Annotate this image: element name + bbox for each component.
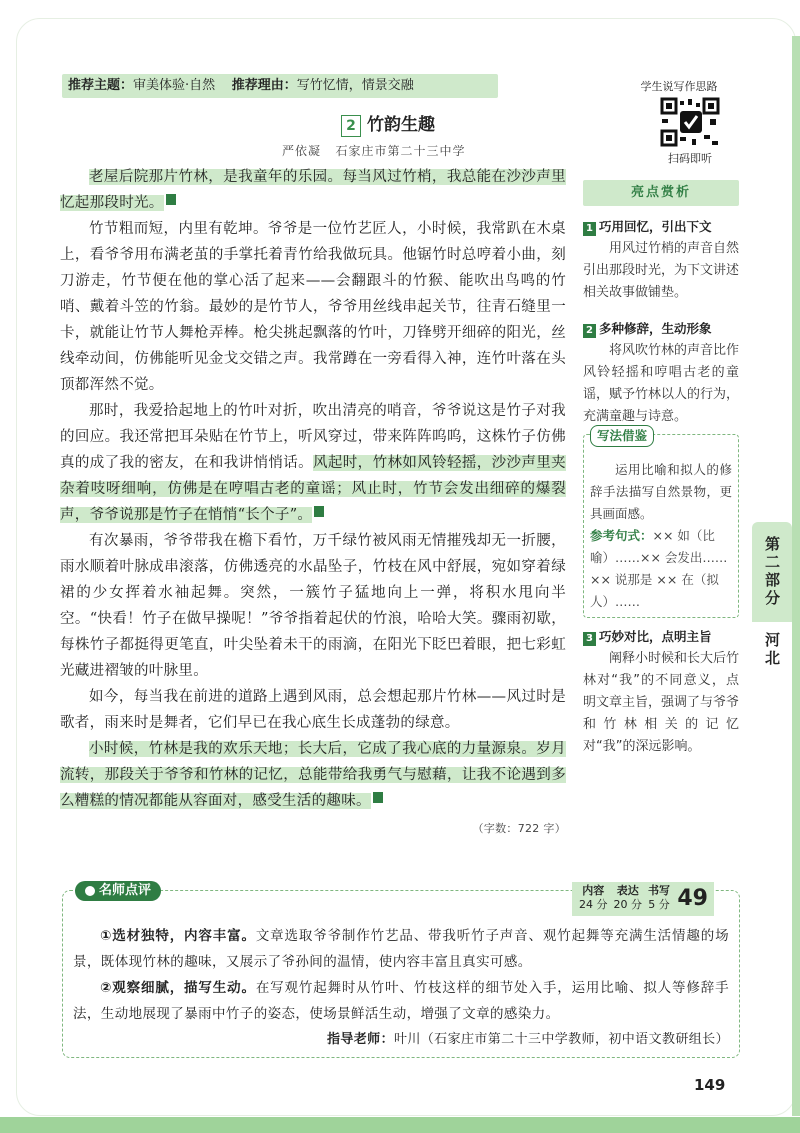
note-2-title-text: 多种修辞，生动形象 [599, 321, 712, 336]
review-comment-2 [73, 975, 729, 1027]
writing-tip-box [583, 428, 739, 618]
score-writing: 5 分 [648, 898, 670, 911]
review-comment-1 [73, 923, 729, 975]
article-body [60, 164, 566, 842]
qr-scan-label: 扫码即听 [668, 152, 712, 165]
paragraph-3-text: 那时，我爱拾起地上的竹叶对折，吹出清亮的哨音，爷爷说这是竹子对我的回应。我还常把耳朵贴在竹节上，听风穿过，带来阵阵呜呜，这株竹子仿佛真的成了我的密友，在和我讲悄悄话。 [60, 403, 566, 471]
score-content: 24 分 [579, 898, 608, 911]
qr-caption: 学生说写作思路 [640, 80, 718, 93]
teacher-value: 叶川（石家庄市第二十三中学教师，初中语文教研组长） [393, 1032, 729, 1047]
paragraph-5: 如今，每当我在前进的道路上遇到风雨，总会想起那片竹林——风过时是歌者，雨来时是舞者，它们早已在我心底生长成蓬勃的绿意。 [60, 689, 566, 731]
reference-text: ×× 如（比喻）……×× 会发出……×× 说那是 ×× 在（拟人）…… [590, 528, 728, 609]
article-title [341, 110, 435, 137]
note-2-text: 将风吹竹林的声音比作风铃轻摇和哼唱古老的童谣，赋予竹林以人的行为，充满童趣与诗意。 [583, 343, 740, 424]
note-1-number: 1 [583, 222, 596, 236]
school: 石家庄市第二十三中学 [335, 144, 466, 158]
annotation-mark-3: 3 [373, 792, 383, 803]
note-2-title [583, 318, 739, 340]
note-1-text: 用风过竹梢的声音自然引出那段时光，为下文讲述相关故事做铺垫。 [583, 241, 740, 300]
writing-tip-tag: 写法借鉴 [590, 425, 654, 447]
score-header-writing: 书写 [648, 884, 670, 897]
paragraph-3-highlight: 风起时，竹林如风铃轻摇，沙沙声里夹杂着吱呀细响，仿佛是在哼唱古老的童谣；风止时，竹节会发出细碎的爆裂声，爷爷说那是竹子在悄悄“长个子”。 [60, 455, 566, 523]
score-expression: 20 分 [613, 898, 642, 911]
page-bottom-strip [0, 1117, 800, 1133]
writing-tip-reference [590, 525, 732, 613]
review-comment-2-title: ②观察细腻，描写生动。 [100, 980, 256, 996]
teacher-label: 指导老师： [326, 1032, 394, 1047]
teacher-credit [73, 1027, 729, 1053]
article-number: 2 [341, 115, 361, 137]
score-table [576, 884, 673, 912]
paragraph-6 [60, 736, 566, 814]
review-comment-1-text: 文章选取爷爷制作竹艺品、带我听竹子声音、观竹起舞等充满生活情趣的场景，既体现竹林的趣味，又展示了爷孙间的温情，使内容丰富且真实可感。 [73, 928, 729, 970]
review-body [73, 923, 729, 1053]
review-tag-text: 名师点评 [99, 883, 152, 898]
reference-label: 参考句式： [590, 528, 653, 543]
theme-value: 审美体验·自然 [133, 78, 216, 93]
score-total: 49 [677, 886, 708, 911]
highlights-sidebar [583, 180, 739, 758]
score-header-content: 内容 [582, 884, 605, 897]
note-3-number: 3 [583, 632, 596, 646]
person-icon [85, 886, 95, 896]
section-tab [752, 522, 792, 678]
note-3-text: 阐释小时候和长大后竹林对“我”的不同意义，点明文章主旨，强调了与爷爷和竹林相关的记忆对“我”的深远影响。 [583, 651, 740, 754]
word-count: （字数：722 字） [472, 822, 566, 835]
sidebar-heading: 亮点赏析 [583, 180, 739, 206]
paragraph-4: 有次暴雨，爷爷带我在檐下看竹，万千绿竹被风雨无情摧残却无一折腰，雨水顺着叶脉成串滚落，仿佛透亮的水晶坠子，竹枝在风中舒展，宛如穿着绿裙的少女挥着水袖起舞。突然，一簇竹子猛地向上一弹，将积水甩向半空。“快看！竹子在做早操呢！”爷爷指着起伏的竹浪，哈哈大笑。骤雨初歇，每株竹子都挺得更笔直，叶尖坠着未干的雨滴，在阳光下眨巴着眼，把七彩虹光藏进褶皱的叶脉里。 [60, 533, 566, 679]
page-number: 149 [694, 1076, 726, 1094]
section-part: 第二部分 [752, 522, 792, 622]
recommend-bar [62, 74, 498, 98]
score-box [572, 882, 714, 916]
reason-value: 写竹忆情，情景交融 [296, 78, 414, 93]
qr-code[interactable] [660, 97, 720, 147]
page-edge-strip [792, 36, 800, 1116]
author: 严依凝 [282, 144, 322, 158]
writing-tip-text: 运用比喻和拟人的修辞手法描写自然景物，更具画面感。 [590, 462, 732, 521]
review-comment-1-title: ①选材独特，内容丰富。 [100, 928, 256, 944]
byline [282, 142, 465, 159]
annotation-mark-1: 1 [166, 194, 176, 205]
note-3-title-text: 巧妙对比，点明主旨 [599, 629, 712, 644]
theme-label: 推荐主题： [68, 78, 134, 93]
annotation-mark-2: 2 [314, 506, 324, 517]
review-comment-2-text: 在写观竹起舞时从竹叶、竹枝这样的细节处入手，运用比喻、拟人等修辞手法，生动地展现了暴雨中竹子的姿态，使场景鲜活生动，增强了文章的感染力。 [73, 980, 729, 1022]
article-title-text: 竹韵生趣 [367, 115, 435, 135]
note-1-title [583, 216, 739, 238]
note-1-title-text: 巧用回忆，引出下文 [599, 219, 712, 234]
score-header-expression: 表达 [616, 884, 639, 897]
paragraph-1 [60, 164, 566, 216]
section-region: 河北 [752, 622, 792, 678]
paragraph-3 [60, 398, 566, 528]
note-3-title [583, 626, 739, 648]
note-2-number: 2 [583, 324, 596, 338]
paragraph-1-text: 老屋后院那片竹林，是我童年的乐园。每当风过竹梢，我总能在沙沙声里忆起那段时光。 [60, 169, 566, 211]
paragraph-2: 竹节粗而短，内里有乾坤。爷爷是一位竹艺匠人，小时候，我常趴在木桌上，看爷爷用布满老茧的手掌托着青竹给我做玩具。他锯竹时总哼着小曲，刻刀游走，竹节便在他的掌心活了起来——会翻跟斗的竹猴、能吹出鸟鸣的竹哨、戴着斗笠的竹翁。最妙的是竹节人，爷爷用丝线串起关节，往青石缝里一卡，就能让竹节人舞枪弄棒。枪尖挑起飘落的竹叶，刀锋劈开细碎的阳光，丝线牵动间，仿佛能听见金戈交错之声。我常蹲在一旁看得入神，连竹叶落在头顶都浑然不觉。 [60, 221, 566, 393]
paragraph-6-text: 小时候，竹林是我的欢乐天地；长大后，它成了我心底的力量源泉。岁月流转，那段关于爷爷和竹林的记忆，总能带给我勇气与慰藉，让我不论遇到多么糟糕的情况都能从容面对，感受生活的趣味。 [60, 741, 566, 809]
review-tag [75, 881, 161, 901]
reason-label: 推荐理由： [231, 78, 297, 93]
